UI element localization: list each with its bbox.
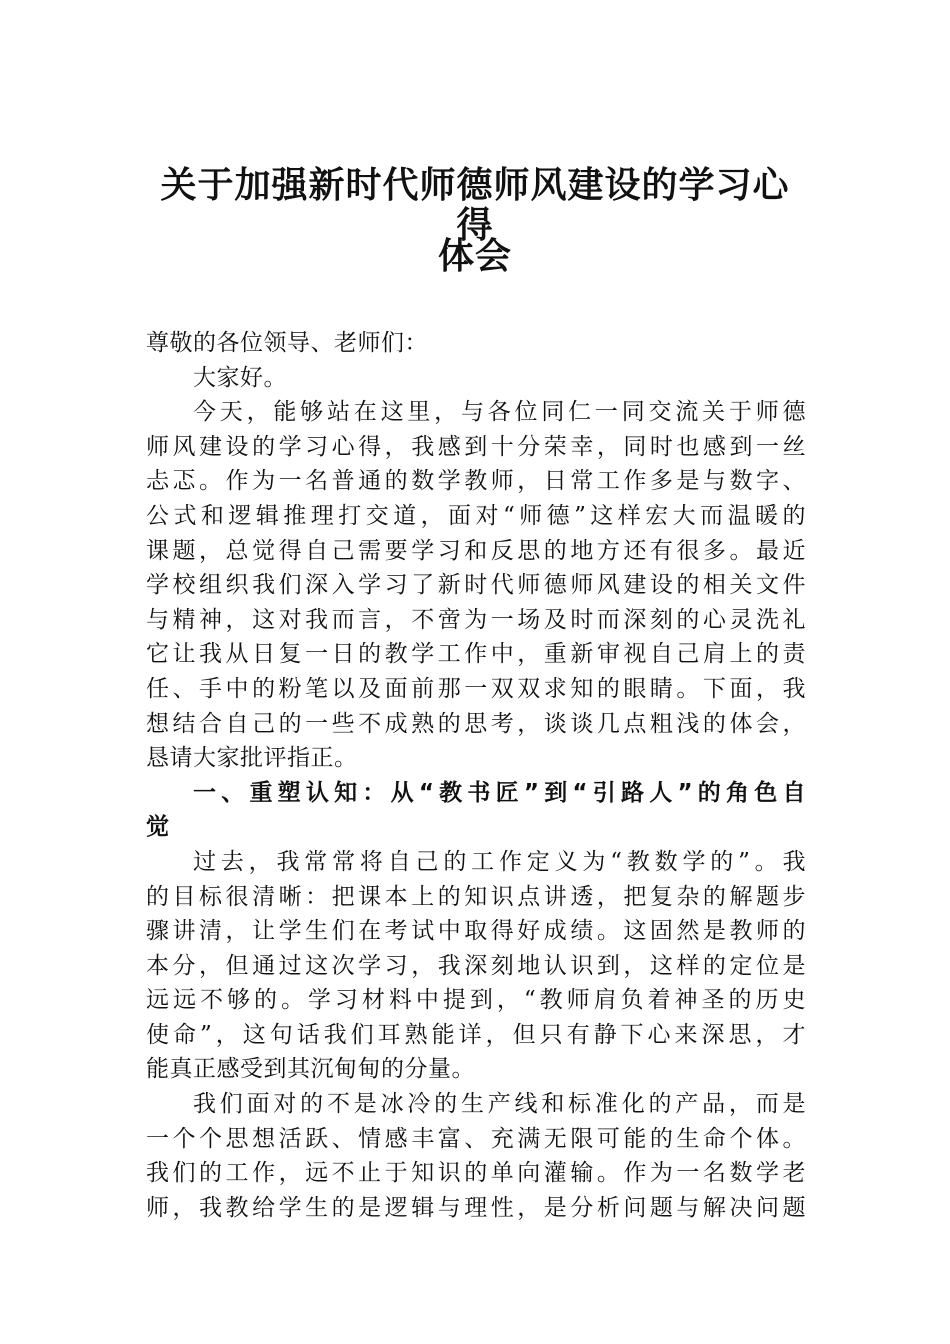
- paragraph-line: 我们面对的不是冰冷的生产线和标准化的产品，而是: [193, 1091, 806, 1118]
- paragraph-line: 恳请大家批评指正。: [146, 745, 358, 772]
- paragraph-line: 一个个思想活跃、情感丰富、充满无限可能的生命个体。: [146, 1125, 806, 1152]
- paragraph-line: 使命”，这句话我们耳熟能详，但只有静下心来深思，才: [146, 1021, 806, 1048]
- paragraph-line: 忐忑。作为一名普通的数学教师，日常工作多是与数字、: [146, 468, 806, 495]
- paragraph-line: 学校组织我们深入学习了新时代师德师风建设的相关文件: [146, 572, 806, 599]
- paragraph-line: 师风建设的学习心得，我感到十分荣幸，同时也感到一丝: [146, 433, 806, 460]
- greeting-line: 尊敬的各位领导、老师们：: [146, 330, 428, 356]
- paragraph-line: 的目标很清晰：把课本上的知识点讲透，把复杂的解题步: [146, 883, 806, 910]
- paragraph-line: 本分，但通过这次学习，我深刻地认识到，这样的定位是: [146, 952, 806, 979]
- paragraph-line: 它让我从日复一日的教学工作中，重新审视自己肩上的责: [146, 641, 806, 668]
- section-heading: 一、重塑认知：从“教书匠”到“引路人”的角色自: [193, 779, 806, 806]
- paragraph-line: 任、手中的粉笔以及面前那一双双求知的眼睛。下面，我: [146, 675, 806, 702]
- paragraph-line: 与精神，这对我而言，不啻为一场及时而深刻的心灵洗礼: [146, 606, 806, 633]
- paragraph-line: 大家好。: [193, 364, 287, 391]
- document-title-line-1: 关于加强新时代师德师风建设的学习心得: [160, 164, 790, 246]
- paragraph-line: 我们的工作，远不止于知识的单向灌输。作为一名数学老: [146, 1160, 806, 1187]
- paragraph-line: 今天，能够站在这里，与各位同仁一同交流关于师德: [193, 399, 806, 426]
- section-heading: 觉: [146, 814, 170, 841]
- paragraph-line: 过去，我常常将自己的工作定义为“教数学的”。我: [193, 848, 806, 875]
- document-body: [146, 326, 806, 1225]
- paragraph-line: 师，我教给学生的是逻辑与理性，是分析问题与解决问题: [146, 1194, 806, 1221]
- document-title-line-2: 体会: [437, 235, 512, 277]
- paragraph-line: 公式和逻辑推理打交道，面对“师德”这样宏大而温暖的: [146, 502, 806, 529]
- paragraph-line: 远远不够的。学习材料中提到，“教师肩负着神圣的历史: [146, 987, 806, 1014]
- paragraph-line: 骤讲清，让学生们在考试中取得好成绩。这固然是教师的: [146, 918, 806, 945]
- paragraph-line: 想结合自己的一些不成熟的思考，谈谈几点粗浅的体会，: [146, 710, 806, 737]
- paragraph-line: 能真正感受到其沉甸甸的分量。: [146, 1056, 475, 1083]
- paragraph-line: 课题，总觉得自己需要学习和反思的地方还有很多。最近: [146, 537, 806, 564]
